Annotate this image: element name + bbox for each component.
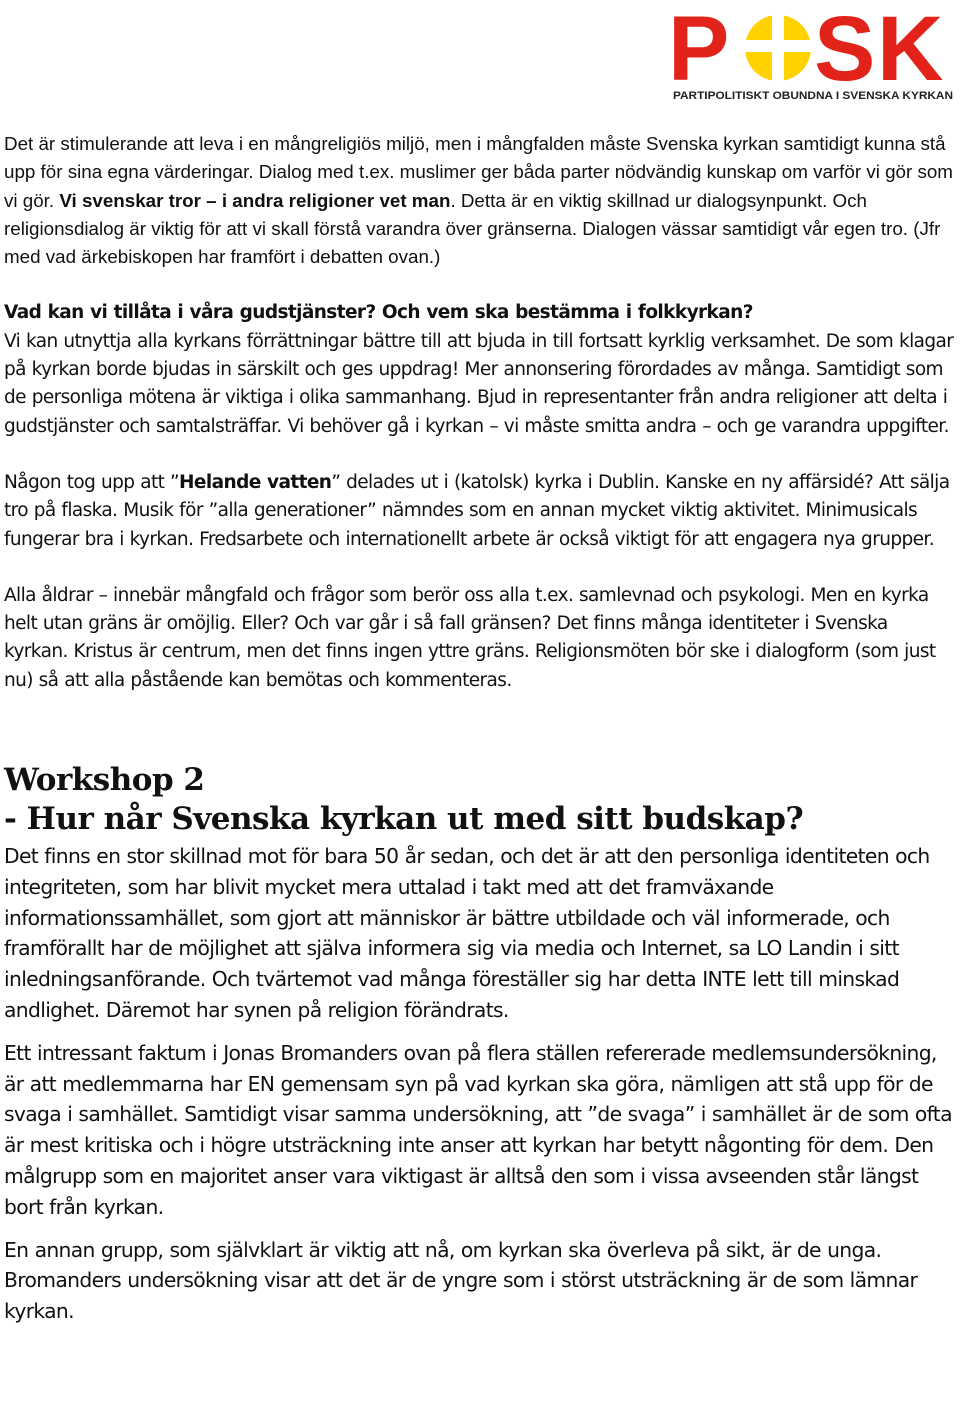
logo-letter-p: P — [668, 4, 730, 100]
logo-letter-k: K — [877, 4, 944, 100]
paragraph-young: En annan grupp, som självklart är viktig att nå, om kyrkan ska överleva på sikt, är de unga. Bromanders undersökning visar att det är de yngre som i störst utsträckning är de som lämnar kyrkan. — [4, 1237, 918, 1324]
logo-letter-s: S — [814, 4, 876, 100]
paragraph-survey: Ett intressant faktum i Jonas Bromanders ovan på flera ställen refererade medlemsundersökning, är att medlemmarna har EN gemensam syn på vad kyrkan ska göra, nämligen att stå upp för de svaga i samhället. Samtidigt visar samma undersökning, att ”de svaga” i samhället är de som ofta är mest kritiska och i högre utsträckning inte anser att kyrkan har betytt någonting för dem. Den målgrupp som en majoritet anser vara viktigast är alltså den som i vissa avseenden står längst bort från kyrkan. — [4, 1040, 952, 1219]
paragraph-services: Vi kan utnyttja alla kyrkans förrättningar bättre till att bjuda in till fortsatt kyrklig verksamhet. De som klagar på kyrkan borde bjudas in särskilt och ges uppdrag! Mer annonsering förordades av många. Samtidigt som de personliga mötena är viktiga i olika sammanhang. Bjud in representanter från andra religioner att delta i gudstjänster och samtalsträffar. Vi behöver gå i kyrkan – vi måste smitta andra – och ge varandra uppgifter. — [4, 330, 954, 437]
question-heading — [4, 299, 956, 327]
question-heading-text: Vad kan vi tillåta i våra gudstjänster? Och vem ska bestämma i folkkyrkan? — [4, 302, 753, 324]
posk-logo — [668, 4, 956, 102]
text-run: ” delades ut i (katolsk) kyrka i Dublin. Kanske en ny affärsidé? Att sälja tro på flaska. Musik för ”alla generationer” nämndes som en annan mycket viktig aktivitet. Minimusicals fungerar bra i kyrkan. Fredsarbete och internationellt arbete är också viktigt för att engagera nya grupper. — [4, 471, 950, 550]
paragraph-all-ages: Alla åldrar – innebär mångfald och frågor som berör oss alla t.ex. samlevnad och psykologi. Men en kyrka helt utan gräns är omöjlig. Eller? Och var går i så fall gränsen? Det finns många identiteter i Svenska kyrkan. Kristus är centrum, men det finns ingen yttre gräns. Religionsmöten bör ske i dialogform (som just nu) så att alla påstående kan bemötas och kommenteras. — [4, 584, 936, 691]
text-run: Någon tog upp att ” — [4, 471, 180, 493]
bold-phrase: Helande vatten — [179, 471, 332, 493]
workshop-title: Workshop 2 — [4, 762, 205, 799]
posk-logo-graphic — [668, 4, 956, 102]
cross-circle-icon — [744, 14, 812, 82]
text-run: Det är stimulerande att leva i en mångreligiös miljö, men i mångfalden måste Svenska kyrkan samtidigt kunna stå upp för sina egna värderingar. Dialog med t.ex. muslimer ger båda parter nödvändig kunskap om varför vi gör som vi gör. — [4, 133, 953, 211]
text-run: . Detta är en viktig skillnad ur dialogsynpunkt. Och religionsdialog är viktig för att vi skall förstå varandra över gränserna. Dialogen vässar samtidigt vår egen tro. (Jfr med vad ärkebiskopen har framfört i debatten ovan.) — [4, 189, 941, 268]
logo-tagline: PARTIPOLITISKT OBUNDNA I SVENSKA KYRKAN — [673, 90, 953, 102]
workshop-subtitle: - Hur når Svenska kyrkan ut med sitt budskap? — [4, 801, 804, 838]
paragraph-holy-water — [4, 469, 956, 554]
bold-statement: Vi svenskar tror – i andra religioner vet man — [59, 189, 451, 211]
paragraph-identity: Det finns en stor skillnad mot för bara 50 år sedan, och det är att den personliga identiteten och integriteten, som har blivit mycket mera uttalad i takt med att det framväxande informationssamhället, som gjort att människor är bättre utbildade och väl informerade, och framförallt har de möjlighet att själva informera sig via media och Internet, sa LO Landin i sitt inledningsanförande. Och tvärtemot vad många föreställer sig har detta INTE lett till minskad andlighet. Däremot har synen på religion förändrats. — [4, 844, 930, 1023]
paragraph-dialog — [4, 130, 956, 271]
document-page — [4, 130, 956, 1327]
